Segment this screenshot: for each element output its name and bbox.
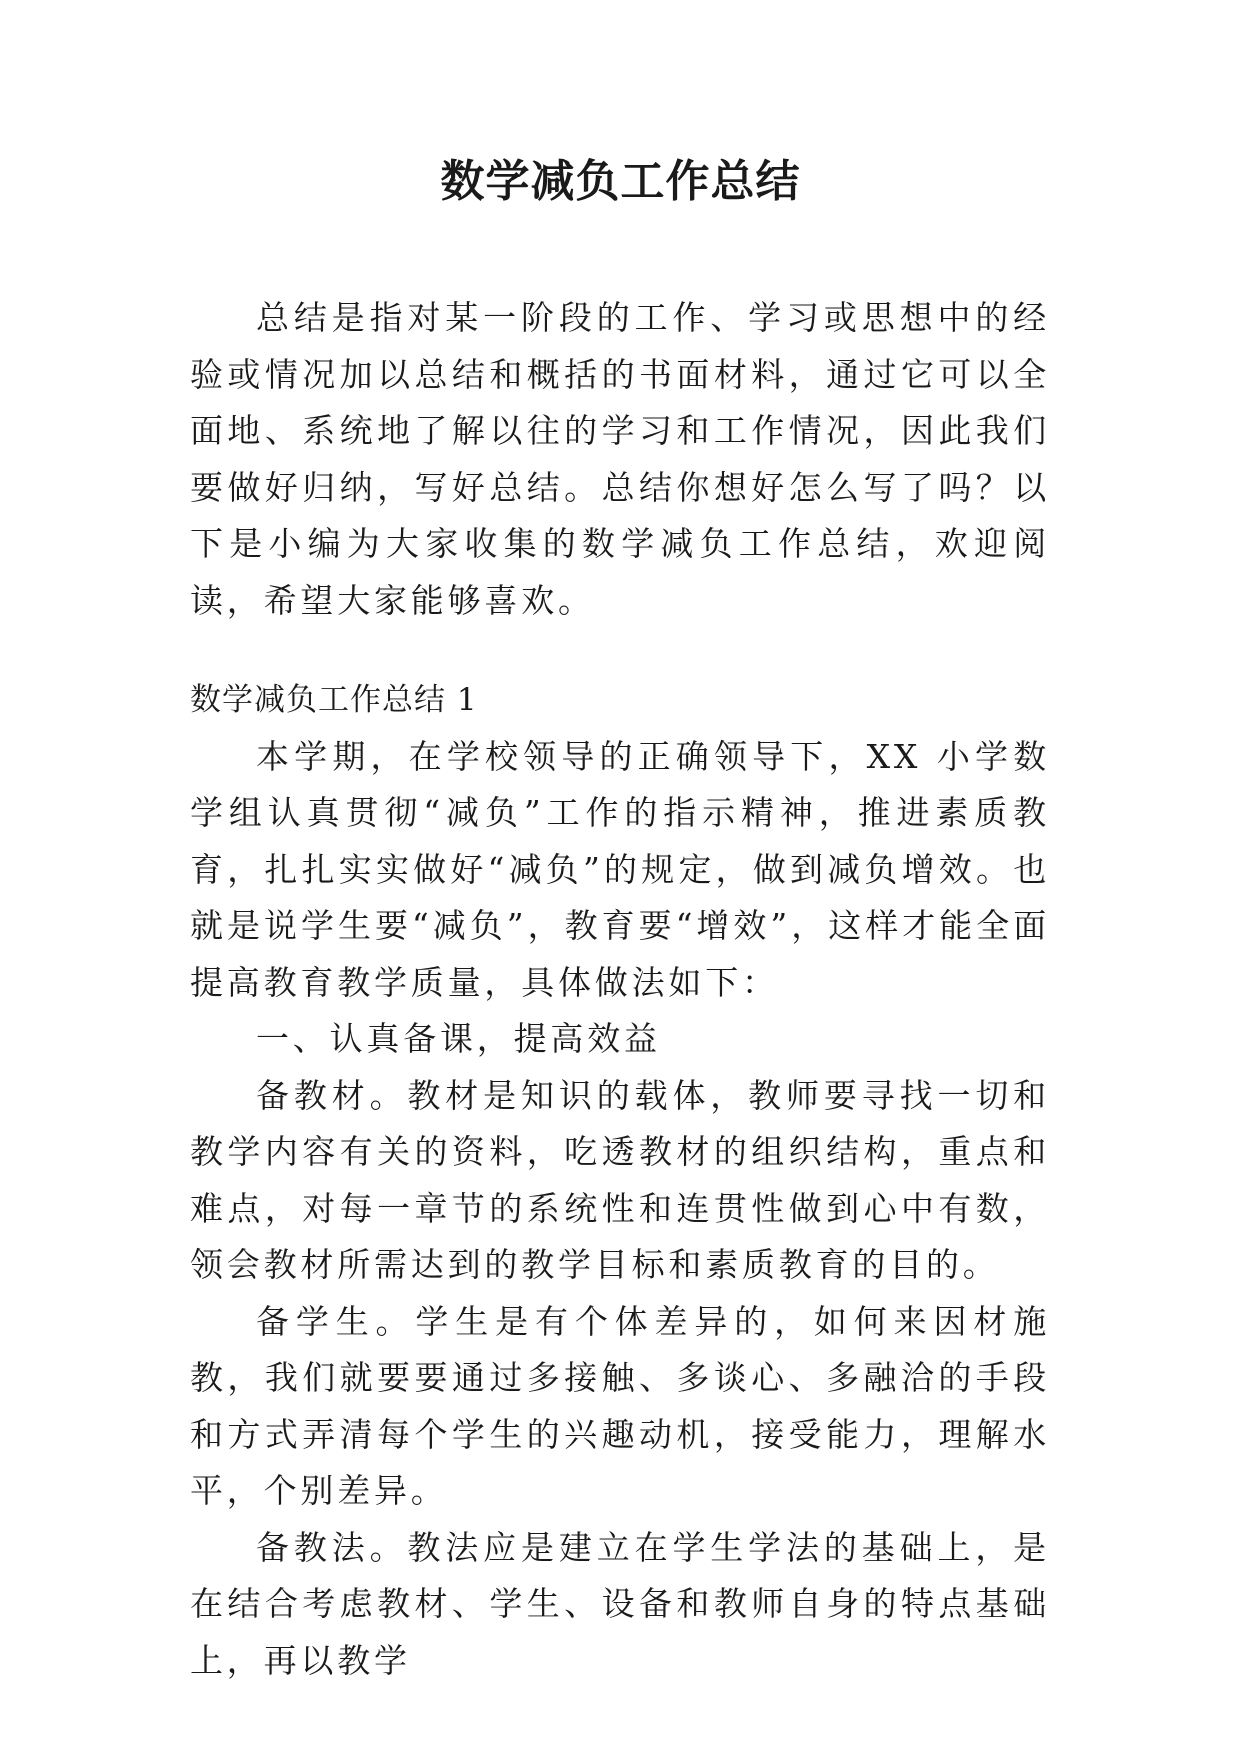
body-paragraph: 备教材。教材是知识的载体，教师要寻找一切和教学内容有关的资料，吃透教材的组织结构，重点和难点，对每一章节的系统性和连贯性做到心中有数，领会教材所需达到的教学目标和素质教育的目的。 xyxy=(190,1075,1050,1284)
intro-paragraph: 总结是指对某一阶段的工作、学习或思想中的经验或情况加以总结和概括的书面材料，通过它可以全面地、系统地了解以往的学习和工作情况，因此我们要做好归纳，写好总结。总结你想好怎么写了吗？以下是小编为大家收集的数学减负工作总结，欢迎阅读，希望大家能够喜欢。 xyxy=(190,298,1050,620)
body-paragraph: 备学生。学生是有个体差异的，如何来因材施教，我们就要要通过多接触、多谈心、多融洽的手段和方式弄清每个学生的兴趣动机，接受能力，理解水平，个别差异。 xyxy=(190,1301,1050,1510)
document-body xyxy=(190,290,1050,1689)
section-title: 数学减负工作总结 1 xyxy=(190,682,478,718)
subheading-paragraph: 一、认真备课，提高效益 xyxy=(256,1019,661,1058)
document-title: 数学减负工作总结 xyxy=(440,156,801,207)
body-paragraph: 本学期，在学校领导的正确领导下，XX 小学数学组认真贯彻“减负”工作的指示精神，推进素质教育，扎扎实实做好“减负”的规定，做到减负增效。也就是说学生要“减负”，教育要“增效”，这样才能全面提高教育教学质量，具体做法如下： xyxy=(190,736,1050,1002)
body-paragraph: 备教法。教法应是建立在学生学法的基础上，是在结合考虑教材、学生、设备和教师自身的特点基础上，再以教学 xyxy=(190,1527,1050,1680)
